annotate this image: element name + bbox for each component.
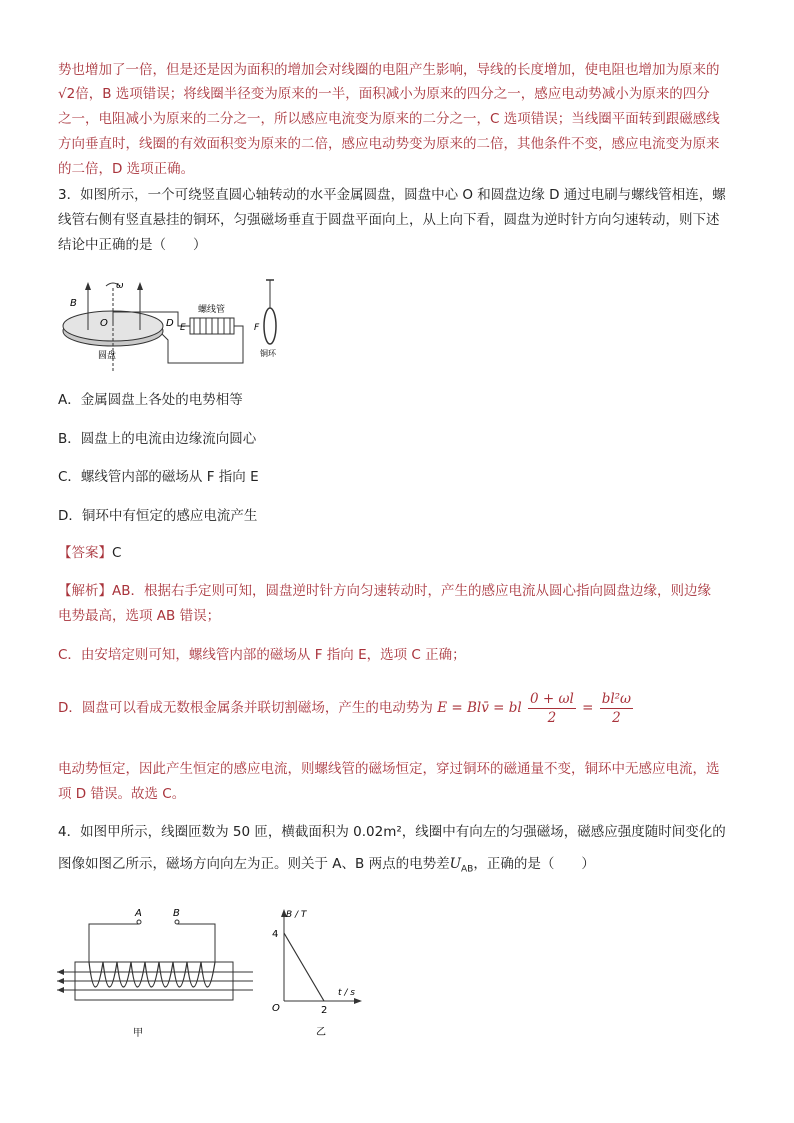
q3-explanation-5: 电动势恒定，因此产生恒定的感应电流，则螺线管的磁场恒定，穿过铜环的磁通量不变，铜环中无感应电流，选 <box>58 761 720 777</box>
ring-label: 铜环 <box>260 349 276 358</box>
answer-value: C <box>112 545 122 561</box>
q4-stem-2: 图像如图乙所示，磁场方向向左为正。则关于 A、B 两点的电势差$U_{AB}$，正确的是（ ） <box>58 856 595 875</box>
omega-label: ω <box>116 281 124 291</box>
coil-label: 螺线管 <box>198 305 226 315</box>
q3-explanation-4 <box>58 688 740 728</box>
x-axis-label: t / s <box>338 988 355 998</box>
q3-answer <box>58 541 740 566</box>
y-tick-label: 4 <box>272 929 279 940</box>
eq-lhs: E = Blv̄ = bl <box>437 700 522 716</box>
u-ab-symbol: U <box>449 856 461 872</box>
q3-option-a: A．金属圆盘上各处的电势相等 <box>58 392 243 408</box>
prev-line-4: 方向垂直时，线圈的有效面积变为原来的二倍，感应电动势变为原来的二倍，其他条件不变，感应电流变为原来 <box>58 136 720 152</box>
q3-disk-figure <box>58 268 298 378</box>
B-point-label: B <box>173 908 180 919</box>
q3-stem-2: 线管右侧有竖直悬挂的铜环，匀强磁场垂直于圆盘平面向上，从上向下看，圆盘为逆时针方向匀速转动，则下述 <box>58 212 720 228</box>
prev-line-5: 的二倍，D 选项正确。 <box>58 161 195 177</box>
D-label: D <box>166 318 174 329</box>
q3-explanation-6: 项 D 错误。故选 C。 <box>58 786 186 802</box>
eq-fraction-1: $\frac{0 + \omega l}{2}$ <box>529 690 574 726</box>
q3-stem-1: 3．如图所示，一个可绕竖直圆心轴转动的水平金属圆盘，圆盘中心 O 和圆盘边缘 D 通过电刷与螺线管相连，螺 <box>58 187 726 203</box>
bt-line <box>284 933 324 1001</box>
y-axis-label: B / T <box>286 910 307 920</box>
eq-equals: = <box>582 700 594 716</box>
prev-line-1: 势也增加了一倍，但是还是因为面积的增加会对线圈的电阻产生影响，导线的长度增加，使电阻也增加为原来的 <box>58 62 720 78</box>
q3-explanation-2: 电势最高，选项 AB 错误； <box>58 608 221 624</box>
O-label: O <box>100 318 108 329</box>
B-label: B <box>70 298 77 309</box>
disk-label: 圆盘 <box>98 351 117 361</box>
answer-tag: 【答案】 <box>58 545 112 561</box>
q4-coil-figure <box>55 900 265 1040</box>
q4-stem-1: 4．如图甲所示，线圈匝数为 50 匝，横截面积为 0.02m²，线圈中有向左的匀强磁场，磁感应强度随时间变化的 <box>58 824 726 840</box>
exp-line-1: AB．根据右手定则可知，圆盘逆时针方向匀速转动时，产生的感应电流从圆心指向圆盘边缘，则边缘 <box>112 583 711 599</box>
q3-option-d: D．铜环中有恒定的感应电流产生 <box>58 508 258 524</box>
q4-bt-graph <box>268 905 368 1040</box>
explanation-tag: 【解析】 <box>58 583 112 599</box>
E-label: E <box>180 323 186 333</box>
exp-line-4: D．圆盘可以看成无数根金属条并联切割磁场，产生的电动势为 <box>58 700 433 716</box>
q3-explanation-1 <box>58 579 740 604</box>
q3-stem-3: 结论中正确的是（ ） <box>58 237 207 253</box>
yi-label: 乙 <box>316 1027 326 1038</box>
origin-label: O <box>272 1003 280 1014</box>
jia-label: 甲 <box>133 1028 143 1039</box>
F-label: F <box>254 323 260 333</box>
prev-line-2: √2倍，B 选项错误；将线圈半径变为原来的一半，面积减小为原来的四分之一，感应电动势减小为原来的四分 <box>58 86 710 102</box>
q3-option-c: C．螺线管内部的磁场从 F 指向 E <box>58 469 259 485</box>
q3-option-b: B．圆盘上的电流由边缘流向圆心 <box>58 431 257 447</box>
A-point-label: A <box>135 908 142 919</box>
q3-explanation-3: C．由安培定则可知，螺线管内部的磁场从 F 指向 E，选项 C 正确； <box>58 647 466 663</box>
eq-fraction-2: $\frac{\text{bl²ω}}{2}$ <box>601 690 632 726</box>
prev-line-3: 之一，电阻减小为原来的二分之一，所以感应电流变为原来的二分之一，C 选项错误；当线圈平面转到跟磁感线 <box>58 111 720 127</box>
x-tick-label: 2 <box>321 1005 328 1016</box>
